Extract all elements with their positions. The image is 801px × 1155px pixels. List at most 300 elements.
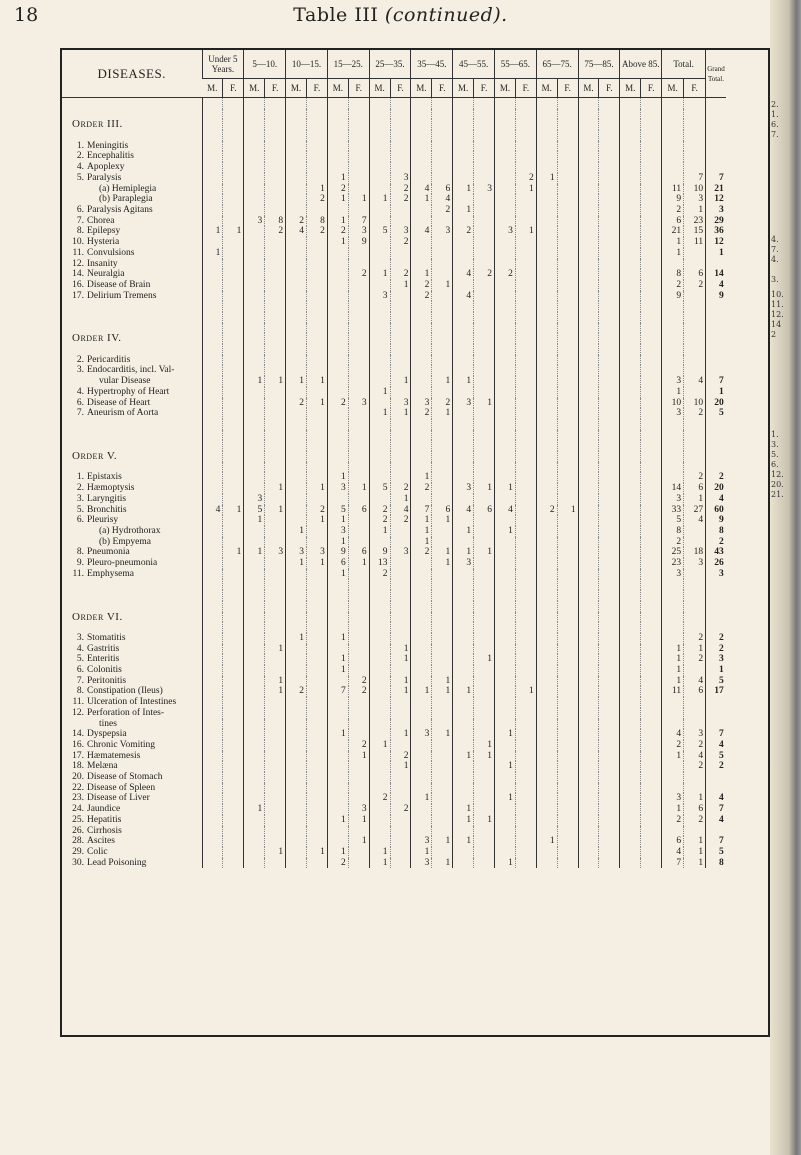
total-cell: 10 <box>684 398 706 409</box>
count-cell <box>578 109 599 120</box>
disease-name: Chorea <box>87 215 115 226</box>
count-cell <box>620 344 641 355</box>
count-cell <box>390 301 411 312</box>
total-cell: 14 <box>662 483 684 494</box>
count-cell <box>244 751 265 762</box>
count-cell <box>306 472 327 483</box>
total-cell <box>684 622 706 633</box>
count-cell <box>578 804 599 815</box>
count-cell <box>411 772 432 783</box>
count-cell <box>202 130 223 141</box>
disease-number: 2. <box>76 151 84 162</box>
total-cell <box>662 430 684 441</box>
count-cell <box>327 793 348 804</box>
count-cell <box>411 751 432 762</box>
count-cell <box>202 430 223 441</box>
disease-number: 29. <box>72 846 84 857</box>
count-cell <box>578 494 599 505</box>
count-cell <box>536 622 557 633</box>
count-cell: 1 <box>202 226 223 237</box>
count-cell <box>641 398 662 409</box>
disease-label <box>62 761 202 772</box>
grand-total-cell: 2 <box>706 472 726 483</box>
table-row <box>62 483 726 494</box>
count-cell <box>369 686 390 697</box>
total-cell <box>684 462 706 473</box>
count-cell <box>369 644 390 655</box>
count-cell <box>474 836 495 847</box>
count-cell <box>202 676 223 687</box>
table-row <box>62 269 726 280</box>
count-cell <box>557 612 578 623</box>
disease-number: 8. <box>76 686 84 697</box>
count-cell <box>515 259 536 270</box>
male-header: M. <box>453 79 474 98</box>
count-cell: 3 <box>390 547 411 558</box>
count-cell <box>223 248 244 259</box>
count-cell <box>202 109 223 120</box>
count-cell <box>432 697 453 708</box>
count-cell <box>369 398 390 409</box>
count-cell <box>515 333 536 344</box>
total-cell <box>684 569 706 580</box>
margin-number: 14 <box>771 320 782 329</box>
count-cell <box>327 590 348 601</box>
table-row <box>62 761 726 772</box>
count-cell: 1 <box>390 644 411 655</box>
count-cell: 1 <box>453 547 474 558</box>
count-cell: 1 <box>474 398 495 409</box>
count-cell <box>369 665 390 676</box>
count-cell <box>557 194 578 205</box>
disease-name: Cirrhosis <box>87 825 122 836</box>
count-cell <box>599 355 620 366</box>
count-cell <box>202 398 223 409</box>
count-cell <box>453 858 474 869</box>
count-cell <box>578 633 599 644</box>
count-cell <box>223 793 244 804</box>
grand-total-cell <box>706 109 726 120</box>
grand-total-cell <box>706 708 726 719</box>
count-cell <box>578 430 599 441</box>
count-cell <box>369 237 390 248</box>
count-cell <box>286 291 307 302</box>
male-header: M. <box>662 79 684 98</box>
count-cell <box>474 494 495 505</box>
count-cell <box>578 665 599 676</box>
count-cell <box>599 398 620 409</box>
total-cell: 4 <box>684 376 706 387</box>
count-cell <box>327 697 348 708</box>
count-cell: 2 <box>348 676 369 687</box>
count-cell <box>536 440 557 451</box>
count-cell <box>286 248 307 259</box>
count-cell: 2 <box>286 216 307 227</box>
count-cell <box>327 644 348 655</box>
disease-number: 6. <box>76 397 84 408</box>
count-cell: 2 <box>390 184 411 195</box>
total-cell <box>684 130 706 141</box>
count-cell <box>474 451 495 462</box>
count-cell <box>515 419 536 430</box>
count-cell <box>432 462 453 473</box>
count-cell <box>244 686 265 697</box>
count-cell: 1 <box>369 740 390 751</box>
spacer-row <box>62 579 726 590</box>
count-cell: 2 <box>495 269 516 280</box>
total-cell: 23 <box>684 216 706 227</box>
count-cell <box>495 708 516 719</box>
count-cell <box>286 515 307 526</box>
count-cell <box>306 419 327 430</box>
count-cell <box>286 676 307 687</box>
count-cell: 2 <box>306 194 327 205</box>
count-cell <box>202 387 223 398</box>
count-cell <box>536 323 557 334</box>
male-header: M. <box>578 79 599 98</box>
count-cell <box>620 633 641 644</box>
count-cell <box>411 248 432 259</box>
count-cell: 2 <box>390 804 411 815</box>
count-cell <box>223 526 244 537</box>
count-cell: 2 <box>327 226 348 237</box>
count-cell <box>306 622 327 633</box>
grand-total-cell: 5 <box>706 676 726 687</box>
count-cell <box>202 162 223 173</box>
total-cell: 3 <box>662 376 684 387</box>
count-cell <box>515 558 536 569</box>
count-cell <box>599 654 620 665</box>
count-cell <box>411 462 432 473</box>
count-cell <box>223 515 244 526</box>
count-cell <box>432 259 453 270</box>
disease-name: Colonitis <box>87 665 122 676</box>
count-cell <box>202 847 223 858</box>
count-cell <box>265 783 286 794</box>
count-cell <box>306 333 327 344</box>
count-cell <box>599 162 620 173</box>
count-cell <box>515 505 536 516</box>
count-cell <box>306 772 327 783</box>
count-cell <box>557 590 578 601</box>
count-cell <box>306 826 327 837</box>
count-cell <box>327 98 348 109</box>
total-cell: 3 <box>662 494 684 505</box>
count-cell <box>223 237 244 248</box>
count-cell <box>495 312 516 323</box>
count-cell <box>474 622 495 633</box>
count-cell <box>474 590 495 601</box>
count-cell <box>286 665 307 676</box>
count-cell <box>202 686 223 697</box>
grand-total-cell: 60 <box>706 505 726 516</box>
count-cell <box>286 836 307 847</box>
table-row <box>62 151 726 162</box>
count-cell <box>557 751 578 762</box>
count-cell <box>348 344 369 355</box>
total-cell: 23 <box>662 558 684 569</box>
count-cell <box>474 697 495 708</box>
count-cell <box>536 569 557 580</box>
count-cell <box>641 847 662 858</box>
count-cell <box>536 237 557 248</box>
count-cell <box>244 462 265 473</box>
count-cell <box>515 783 536 794</box>
count-cell <box>202 665 223 676</box>
total-cell <box>684 451 706 462</box>
count-cell <box>244 130 265 141</box>
table-row <box>62 569 726 580</box>
count-cell <box>265 344 286 355</box>
count-cell <box>495 376 516 387</box>
count-cell <box>515 697 536 708</box>
count-cell: 7 <box>327 686 348 697</box>
female-header: F. <box>684 79 706 98</box>
count-cell <box>286 194 307 205</box>
count-cell <box>599 440 620 451</box>
count-cell <box>578 740 599 751</box>
grand-total-cell <box>706 365 726 376</box>
spacer-row <box>62 301 726 312</box>
count-cell <box>620 505 641 516</box>
count-cell <box>286 751 307 762</box>
disease-label: Order VI. <box>62 612 202 623</box>
count-cell <box>474 537 495 548</box>
count-cell <box>474 676 495 687</box>
count-cell <box>306 119 327 130</box>
total-cell: 2 <box>684 280 706 291</box>
disease-label <box>62 226 202 237</box>
disease-number: 7. <box>76 408 84 419</box>
count-cell <box>369 601 390 612</box>
count-cell <box>223 740 244 751</box>
count-cell <box>411 579 432 590</box>
count-cell <box>432 579 453 590</box>
count-cell <box>265 708 286 719</box>
disease-number: 9. <box>76 558 84 569</box>
disease-label <box>62 590 202 601</box>
total-cell: 2 <box>684 472 706 483</box>
grand-total-cell: 2 <box>706 761 726 772</box>
count-cell <box>620 815 641 826</box>
count-cell <box>390 836 411 847</box>
count-cell <box>536 355 557 366</box>
count-cell <box>578 836 599 847</box>
count-cell: 2 <box>286 686 307 697</box>
table-row <box>62 793 726 804</box>
count-cell <box>453 494 474 505</box>
count-cell <box>599 858 620 869</box>
count-cell <box>432 333 453 344</box>
count-cell <box>265 173 286 184</box>
count-cell: 3 <box>306 547 327 558</box>
count-cell <box>244 537 265 548</box>
count-cell <box>620 601 641 612</box>
count-cell <box>515 291 536 302</box>
count-cell <box>474 119 495 130</box>
total-cell: 2 <box>684 408 706 419</box>
mortality-table <box>62 50 726 868</box>
count-cell <box>474 312 495 323</box>
count-cell <box>244 355 265 366</box>
count-cell <box>641 537 662 548</box>
count-cell <box>453 312 474 323</box>
count-cell <box>327 365 348 376</box>
male-header: M. <box>286 79 307 98</box>
count-cell: 1 <box>432 558 453 569</box>
count-cell: 2 <box>327 398 348 409</box>
count-cell <box>453 740 474 751</box>
count-cell <box>557 558 578 569</box>
count-cell: 1 <box>348 815 369 826</box>
disease-label <box>62 783 202 794</box>
count-cell <box>348 333 369 344</box>
count-cell <box>348 109 369 120</box>
count-cell: 1 <box>390 376 411 387</box>
count-cell <box>390 312 411 323</box>
table-row <box>62 472 726 483</box>
count-cell <box>495 740 516 751</box>
count-cell: 2 <box>369 569 390 580</box>
disease-name: Dyspepsia <box>87 729 127 740</box>
count-cell <box>641 793 662 804</box>
count-cell <box>432 708 453 719</box>
count-cell <box>286 858 307 869</box>
count-cell: 1 <box>411 686 432 697</box>
count-cell <box>265 301 286 312</box>
count-cell <box>327 344 348 355</box>
count-cell <box>578 355 599 366</box>
count-cell <box>599 472 620 483</box>
count-cell <box>495 547 516 558</box>
count-cell <box>515 472 536 483</box>
count-cell <box>474 226 495 237</box>
count-cell <box>244 772 265 783</box>
count-cell <box>244 826 265 837</box>
count-cell <box>223 815 244 826</box>
total-cell: 2 <box>662 280 684 291</box>
count-cell <box>620 579 641 590</box>
count-cell: 1 <box>327 472 348 483</box>
count-cell <box>306 365 327 376</box>
count-cell <box>390 387 411 398</box>
count-cell: 2 <box>369 793 390 804</box>
disease-name: Pericarditis <box>87 354 131 365</box>
count-cell <box>578 558 599 569</box>
female-header: F. <box>390 79 411 98</box>
count-cell <box>495 772 516 783</box>
count-cell <box>348 291 369 302</box>
total-cell <box>662 355 684 366</box>
count-cell <box>265 237 286 248</box>
count-cell <box>348 569 369 580</box>
disease-label <box>62 804 202 815</box>
disease-number: 2. <box>76 354 84 365</box>
count-cell: 1 <box>411 269 432 280</box>
count-cell <box>515 376 536 387</box>
count-cell <box>348 130 369 141</box>
count-cell <box>557 323 578 334</box>
count-cell <box>411 162 432 173</box>
count-cell <box>453 301 474 312</box>
count-cell: 1 <box>369 526 390 537</box>
disease-number: 8. <box>76 226 84 237</box>
count-cell <box>348 826 369 837</box>
count-cell <box>411 719 432 730</box>
count-cell <box>620 676 641 687</box>
count-cell <box>599 783 620 794</box>
count-cell <box>202 804 223 815</box>
table-row <box>62 847 726 858</box>
count-cell <box>536 494 557 505</box>
table-row <box>62 665 726 676</box>
total-cell <box>662 783 684 794</box>
count-cell <box>390 333 411 344</box>
count-cell <box>641 419 662 430</box>
total-cell <box>684 387 706 398</box>
count-cell <box>265 248 286 259</box>
disease-number: 7. <box>76 675 84 686</box>
male-header: M. <box>202 79 223 98</box>
count-cell <box>432 365 453 376</box>
count-cell <box>432 269 453 280</box>
count-cell <box>244 173 265 184</box>
count-cell: 5 <box>244 505 265 516</box>
count-cell <box>348 494 369 505</box>
adjacent-page-edge <box>770 0 801 1155</box>
count-cell <box>369 280 390 291</box>
count-cell <box>390 537 411 548</box>
grand-total-cell <box>706 622 726 633</box>
total-cell: 1 <box>684 836 706 847</box>
table-row <box>62 815 726 826</box>
count-cell: 3 <box>495 226 516 237</box>
count-cell <box>223 622 244 633</box>
table-row <box>62 858 726 869</box>
grand-total-cell <box>706 301 726 312</box>
count-cell <box>223 98 244 109</box>
count-cell <box>390 740 411 751</box>
count-cell <box>265 194 286 205</box>
count-cell <box>411 815 432 826</box>
count-cell <box>202 333 223 344</box>
count-cell <box>641 708 662 719</box>
count-cell <box>244 472 265 483</box>
count-cell <box>306 526 327 537</box>
count-cell <box>495 98 516 109</box>
count-cell <box>515 644 536 655</box>
count-cell <box>578 793 599 804</box>
section-row <box>62 612 726 623</box>
table-row <box>62 365 726 376</box>
count-cell <box>390 151 411 162</box>
count-cell <box>223 141 244 152</box>
count-cell <box>557 355 578 366</box>
total-cell <box>684 119 706 130</box>
count-cell <box>495 109 516 120</box>
count-cell <box>306 440 327 451</box>
count-cell <box>641 119 662 130</box>
count-cell <box>536 665 557 676</box>
count-cell <box>369 184 390 195</box>
count-cell <box>286 280 307 291</box>
count-cell <box>515 387 536 398</box>
count-cell <box>474 130 495 141</box>
count-cell: 1 <box>286 376 307 387</box>
count-cell <box>578 387 599 398</box>
spacer-row <box>62 98 726 109</box>
count-cell <box>474 783 495 794</box>
